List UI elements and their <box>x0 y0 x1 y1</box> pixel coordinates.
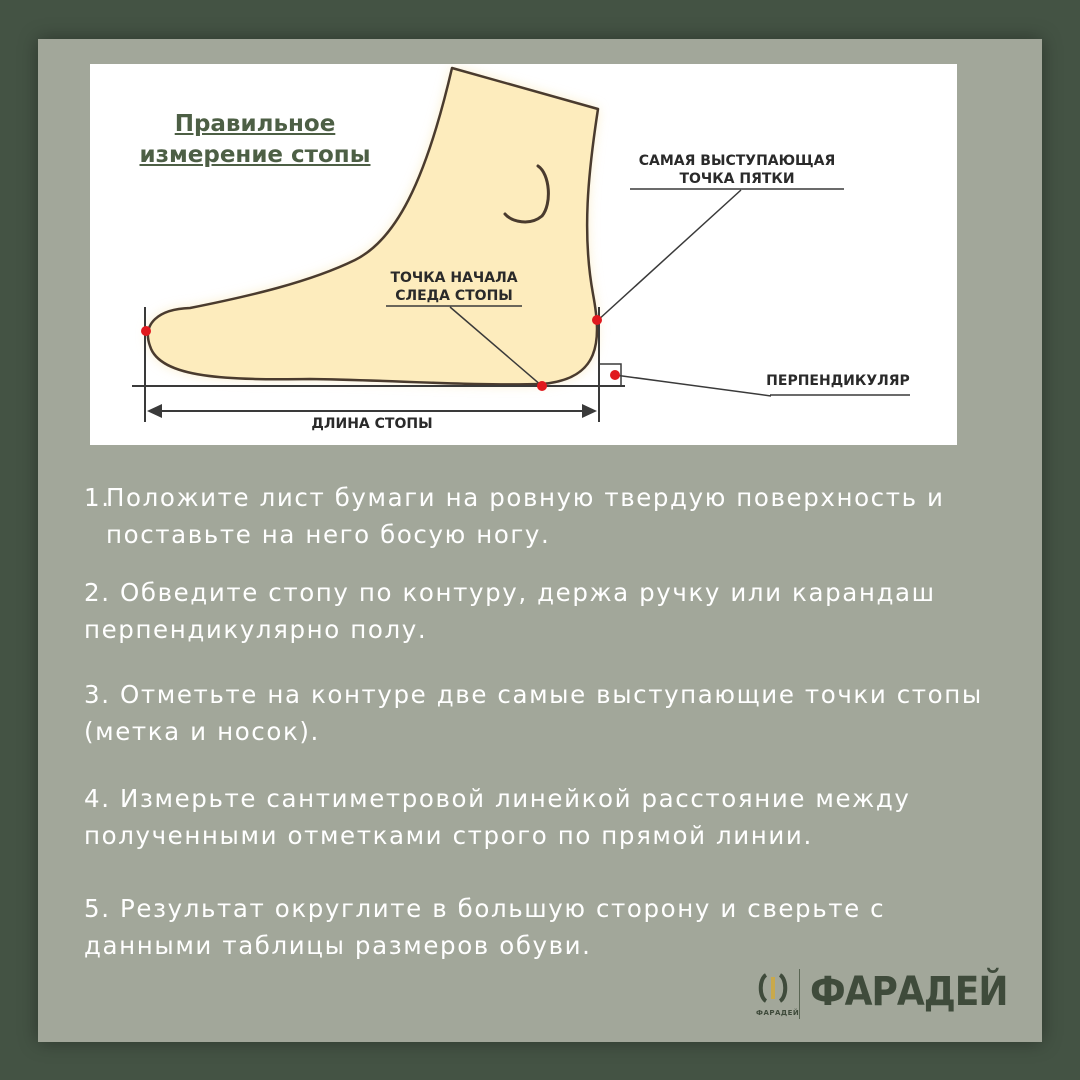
step-number: 5 <box>84 894 102 923</box>
start-marker <box>537 381 547 391</box>
brand-logo <box>756 969 1008 1025</box>
heel-point-label <box>630 152 844 188</box>
step-4 <box>84 780 1014 854</box>
brand-mark-caption: ФАРАДЕЙ <box>756 1009 800 1017</box>
logo-divider <box>799 969 800 1019</box>
heel-leader-line <box>597 190 741 321</box>
step-text: . Измерьте сантиметровой линейкой расстояние между полученными отметками строго по прямой линии. <box>84 784 911 850</box>
figure-title <box>120 109 390 171</box>
figure-title-line2: измерение стопы <box>139 142 371 168</box>
foot-measurement-figure <box>90 64 957 445</box>
start-label-line2: СЛЕДА СТОПЫ <box>395 288 513 304</box>
step-3 <box>84 676 1014 750</box>
toe-marker <box>141 326 151 336</box>
step-number: 4 <box>84 784 102 813</box>
step-text: . Отметьте на контуре две самые выступающие точки стопы (метка и носок). <box>84 680 983 746</box>
length-arrow-right <box>582 404 597 418</box>
perp-marker <box>610 370 620 380</box>
foot-length-label: ДЛИНА СТОПЫ <box>311 416 433 432</box>
heel-label-line1: САМАЯ ВЫСТУПАЮЩАЯ <box>638 153 836 169</box>
brand-name: ФАРАДЕЙ <box>810 969 1008 1015</box>
step-number: 2 <box>84 578 102 607</box>
step-number: 3 <box>84 680 102 709</box>
step-1 <box>84 479 1014 553</box>
instruction-card <box>38 39 1042 1042</box>
step-number: 1. <box>84 483 111 512</box>
footprint-start-label <box>384 269 524 305</box>
heel-label-line2: ТОЧКА ПЯТКИ <box>679 171 795 187</box>
start-label-line1: ТОЧКА НАЧАЛА <box>390 270 518 286</box>
step-5 <box>84 890 1014 964</box>
step-text: . Результат округлите в большую сторону и сверьте с данными таблицы размеров обуви. <box>84 894 886 960</box>
step-2 <box>84 574 1014 648</box>
step-text: . Обведите стопу по контуру, держа ручку или карандаш перпендикулярно полу. <box>84 578 936 644</box>
heel-marker <box>592 315 602 325</box>
step-text: Положите лист бумаги на ровную твердую поверхность и поставьте на него босую ногу. <box>106 483 945 549</box>
brand-mark-icon <box>756 971 790 1005</box>
perp-leader-line <box>615 375 771 396</box>
figure-title-line1: Правильное <box>174 111 336 137</box>
length-arrow-left <box>147 404 162 418</box>
perpendicular-label: ПЕРПЕНДИКУЛЯР <box>766 373 910 389</box>
